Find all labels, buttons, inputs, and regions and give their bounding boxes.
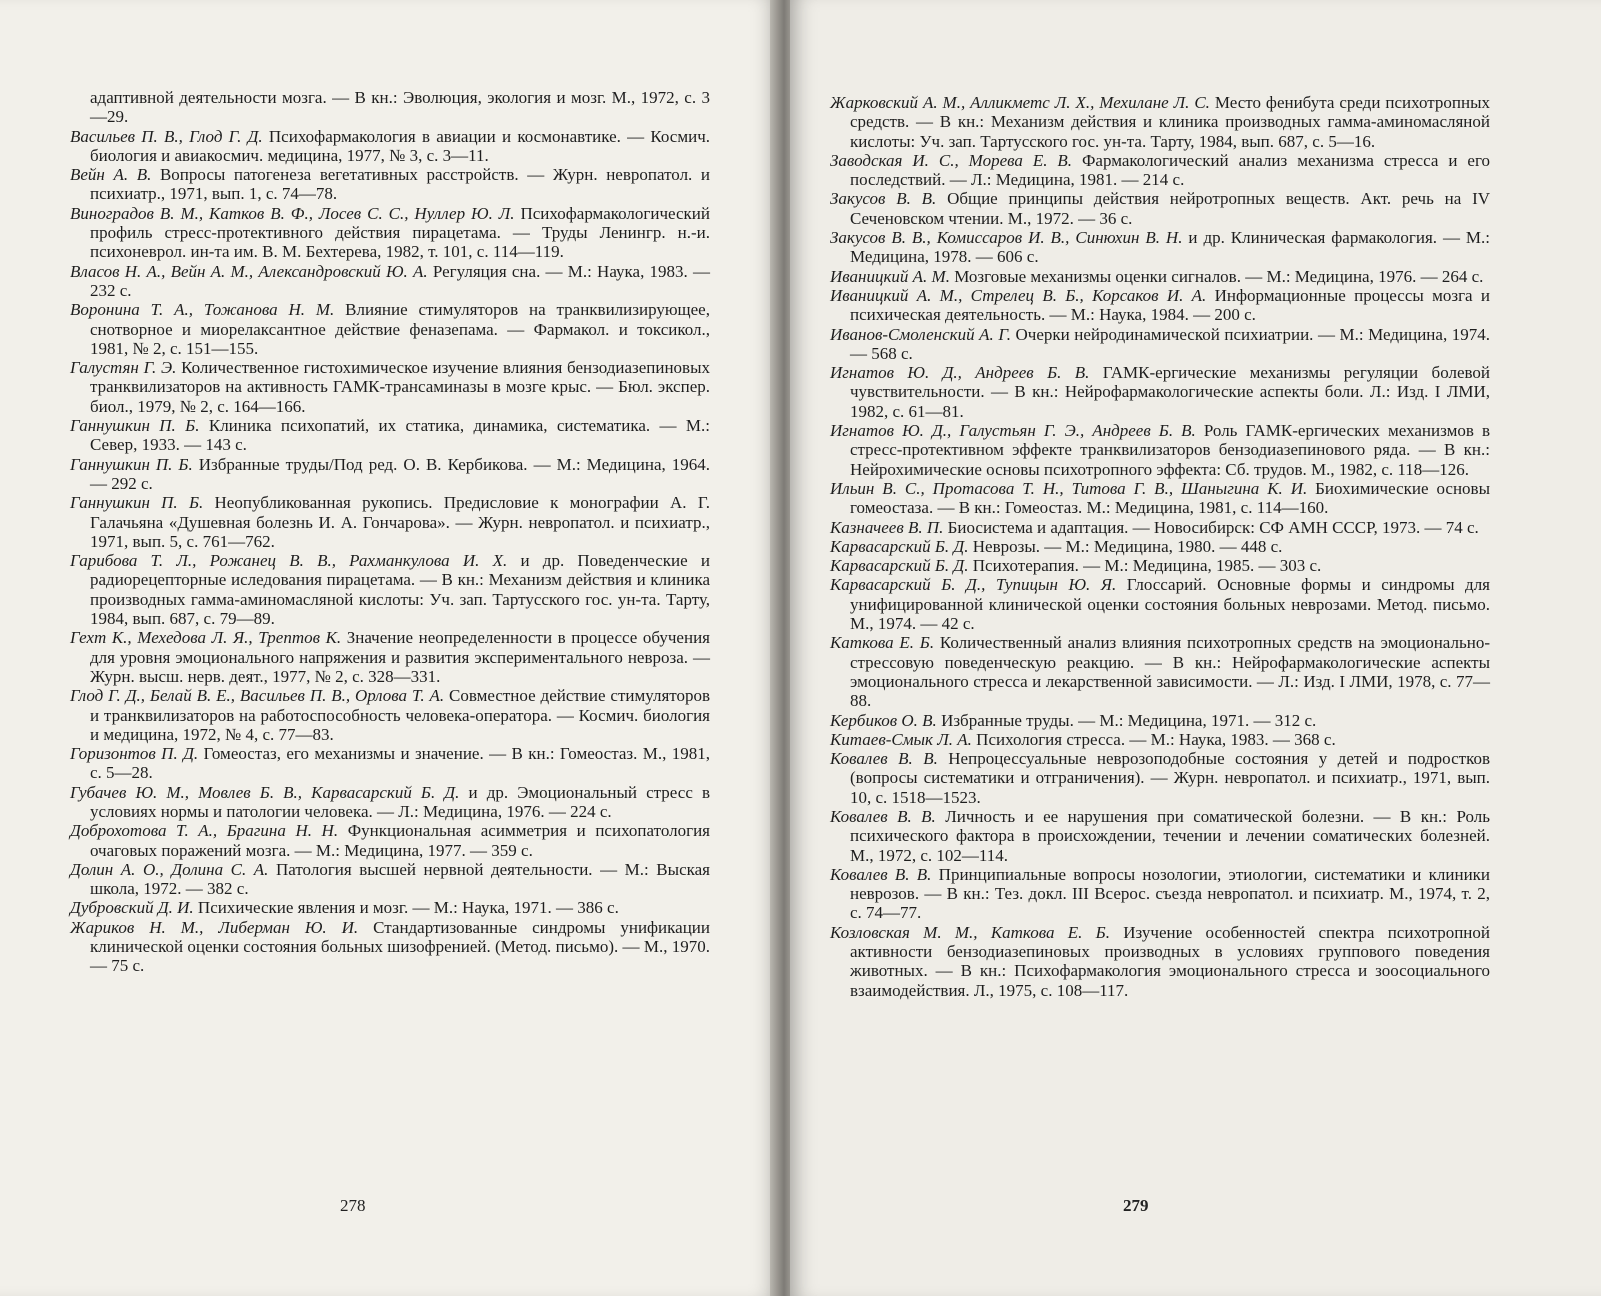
bib-text: Психофармакологический профиль стресс-протективного действия пирацетама. — Труды Ленингр. н.-и. психоневрол. ин-та им. В. М. Бехтерева, 1982, т. 101, с. 114—119. [90, 203, 710, 262]
bib-text: Неврозы. — М.: Медицина, 1980. — 448 с. [972, 536, 1283, 556]
bib-author: Ильин В. С., Протасова Т. Н., Титова Г. В., Шаныгина К. И. [830, 478, 1308, 498]
bib-text: Личность и ее нарушения при соматической болезни. — В кн.: Роль психического фактора в происхождении, течении и лечении соматических болезней. М., 1972, с. 102—114. [850, 806, 1491, 865]
bib-text: Биохимические основы гомеостаза. — В кн.: Гомеостаз. М.: Медицина, 1981, с. 114—160. [850, 478, 1490, 518]
bib-text: Значение неопределенности в процессе обучения для уровня эмоционального напряжения и развития экспериментального невроза. — Журн. высш. нерв. деят., 1977, № 2, с. 328—331. [90, 628, 710, 686]
bib-entry [830, 633, 1490, 710]
bib-author: Игнатов Ю. Д., Галустьян Г. Э., Андреев Б. В. [830, 421, 1196, 441]
bib-entry [70, 416, 710, 455]
bib-entry [830, 267, 1490, 286]
bib-entry [830, 575, 1490, 633]
bib-author: Заводская И. С., Морева Е. В. [830, 150, 1073, 170]
bib-text: Патология высшей нервной деятельности. — М.: Выская школа, 1972. — 382 с. [90, 859, 710, 899]
bib-text: ГАМК-ергические механизмы регуляции болевой чувствительности. — В кн.: Нейрофармакологические аспекты боли. Л.: Изд. I ЛМИ, 1982, с. 61—81. [850, 363, 1491, 421]
bib-author: Долин А. О., Долина С. А. [70, 859, 269, 879]
bib-entry [830, 518, 1490, 537]
bib-text: Непроцессуальные неврозоподобные состояния у детей и подростков (вопросы систематики и отграничения). — Журн. невропатол. и психиатр., 1971, вып. 10, с. 1518—1523. [850, 749, 1491, 807]
bib-author: Доброхотова Т. А., Брагина Н. Н. [70, 821, 339, 841]
bib-author: Карвасарский Б. Д., Тупицын Ю. Я. [830, 575, 1117, 595]
right-page [790, 0, 1601, 1296]
bib-text: Психотерапия. — М.: Медицина, 1985. — 303 с. [972, 556, 1322, 576]
bib-author: Жарковский А. М., Алликметс Л. Х., Мехилане Л. С. [830, 93, 1210, 112]
bib-text: Психические явления и мозг. — М.: Наука, 1971. — 386 с. [197, 898, 619, 918]
bib-entry [830, 363, 1490, 421]
bib-author: Игнатов Ю. Д., Андреев Б. В. [830, 363, 1090, 383]
bib-entry [70, 783, 710, 822]
bib-text: Информационные процессы мозга и психическая деятельность. — М.: Наука, 1984. — 200 с. [850, 285, 1490, 325]
bib-author: Губачев Ю. М., Мовлев Б. В., Карвасарский Б. Д. [70, 782, 460, 802]
bib-entry [830, 325, 1490, 364]
bib-author: Казначеев В. П. [830, 517, 944, 537]
bib-text: и др. Клиническая фармакология. — М.: Медицина, 1978. — 606 с. [850, 228, 1491, 267]
bib-entry [70, 821, 710, 860]
bib-entry [830, 537, 1490, 556]
bib-entry [830, 228, 1490, 267]
bib-author: Закусов В. В. [830, 189, 937, 209]
bib-entry [830, 865, 1490, 923]
bib-text: Вопросы патогенеза вегетативных расстройств. — Журн. невропатол. и психиатр., 1971, вып. 1, с. 74—78. [90, 165, 711, 204]
bib-entry [70, 898, 710, 917]
bib-entry [70, 628, 710, 686]
bib-text: Фармакологический анализ механизма стресса и его последствий. — Л.: Медицина, 1981. — 214 с. [850, 150, 1490, 190]
bib-text: Психофармакология в авиации и космонавтике. — Космич. биология и авиакосмич. медицина, 1977, № 3, с. 3—11. [90, 126, 710, 165]
bib-entry [830, 286, 1490, 325]
bib-text: Стандартизованные синдромы унификации клинической оценки состояния больных шизофренией. (Метод. письмо). — М., 1970. — 75 с. [90, 917, 710, 976]
bib-entry [70, 455, 710, 494]
left-bibliography [70, 88, 710, 976]
bib-author: Карвасарский Б. Д. [830, 556, 969, 576]
bib-text: Глоссарий. Основные формы и синдромы для унифицированной клинической оценки состояния больных неврозами. Метод. письмо. М., 1974. — 42 с. [850, 575, 1490, 634]
bib-text: Гомеостаз, его механизмы и значение. — В кн.: Гомеостаз. М., 1981, с. 5—28. [90, 744, 710, 783]
bib-text: и др. Эмоциональный стресс в условиях нормы и патологии человека. — Л.: Медицина, 1976. — 224 с. [90, 782, 710, 821]
bib-author: Горизонтов П. Д. [70, 744, 199, 764]
bib-author: Ковалев В. В. [830, 806, 936, 826]
bib-author: Ганнушкин П. Б. [70, 454, 193, 474]
bib-author: Каткова Е. Б. [830, 633, 935, 653]
bib-author: Дубровский Д. И. [70, 898, 194, 918]
bib-author: Ковалев В. В. [830, 749, 938, 769]
bib-text: Мозговые механизмы оценки сигналов. — М.: Медицина, 1976. — 264 с. [954, 266, 1484, 286]
bib-text: Влияние стимуляторов на транквилизирующее, снотворное и миорелаксантное действие феназепама. — Фармакол. и токсикол., 1981, № 2, с. 151—155. [90, 300, 710, 358]
bib-author: Васильев П. В., Глод Г. Д. [70, 126, 263, 146]
bib-text: Функциональная асимметрия и психопатология очаговых поражений мозга. — М.: Медицина, 1977. — 359 с. [90, 821, 710, 860]
bib-entry [70, 551, 710, 628]
bib-entry [70, 127, 710, 166]
bib-entry [830, 923, 1490, 1000]
bib-entry [830, 421, 1490, 479]
bib-text: Изучение особенностей спектра психотропной активности бензодиазепиновых производных в условиях группового поведения животных. — В кн.: Психофармакология эмоционального стресса и зоосоциального взаимодействия. Л., 1975, с. 108—117. [850, 922, 1490, 1000]
bib-entry [830, 807, 1490, 865]
bib-author: Ковалев В. В. [830, 864, 932, 884]
bib-entry [70, 860, 710, 899]
bib-text: Неопубликованная рукопись. Предисловие к монографии А. Г. Галачьяна «Душевная болезнь И. А. Гончарова». — Журн. невропатол. и психиатр., 1971, вып. 5, с. 761—762. [90, 493, 710, 551]
bib-author: Ганнушкин П. Б. [70, 493, 204, 513]
left-page [0, 0, 778, 1296]
bib-author: Козловская М. М., Каткова Е. Б. [830, 922, 1110, 942]
page-number-right: 279 [1123, 1196, 1149, 1215]
bib-text: Регуляция сна. — М.: Наука, 1983. — 232 с. [90, 261, 711, 300]
bib-author: Гехт К., Мехедова Л. Я., Трептов К. [70, 628, 342, 648]
bib-entry [830, 93, 1490, 151]
bib-entry [830, 556, 1490, 575]
bib-author: Иваницкий А. М. [830, 266, 950, 286]
bib-author: Виноградов В. М., Катков В. Ф., Лосев С. С., Нуллер Ю. Л. [70, 203, 515, 223]
bib-text: Место фенибута среди психотропных средств. — В кн.: Механизм действия и клиника производных гамма-аминомасляной кислоты: Уч. зап. Тартусского гос. ун-та. Тарту, 1984, вып. 687, с. 5—16. [850, 93, 1490, 151]
bib-author: Воронина Т. А., Тожанова Н. М. [70, 300, 335, 320]
bib-entry [70, 300, 710, 358]
bib-text: Биосистема и адаптация. — Новосибирск: СФ АМН СССР, 1973. — 74 с. [947, 517, 1479, 537]
bib-text: Очерки нейродинамической психиатрии. — М.: Медицина, 1974. — 568 с. [850, 324, 1490, 363]
right-bibliography [830, 93, 1490, 1000]
bib-author: Глод Г. Д., Белай В. Е., Васильев П. В., Орлова Т. А. [70, 686, 445, 706]
bib-text: Принципиальные вопросы нозологии, этиологии, систематики и клиники неврозов. — В кн.: Тез. докл. III Всерос. съезда невропатол. и психиатр. М., 1974, т. 2, с. 74—77. [850, 864, 1491, 923]
bib-text: и др. Поведенческие и радиорецепторные иследования пирацетама. — В кн.: Механизм действия и клиника производных гамма-аминомасляной кислоты: Уч. зап. Тартусского гос. ун-та. Тарту, 1984, вып. 687, с. 79—89. [90, 551, 710, 629]
bib-author: Иванов-Смоленский А. Г. [830, 324, 1011, 344]
bib-text: Избранные труды. — М.: Медицина, 1971. — 312 с. [941, 710, 1317, 730]
bib-text: Психология стресса. — М.: Наука, 1983. — 368 с. [976, 729, 1336, 749]
bib-entry [70, 493, 710, 551]
bib-entry [830, 151, 1490, 190]
bib-entry-continuation: адаптивной деятельности мозга. — В кн.: Эволюция, экология и мозг. М., 1972, с. 3—29. [90, 88, 710, 127]
bib-entry [830, 711, 1490, 730]
bib-entry [70, 262, 710, 301]
bib-author: Галустян Г. Э. [70, 358, 177, 378]
bib-author: Ганнушкин П. Б. [70, 416, 200, 436]
bib-author: Закусов В. В., Комиссаров И. В., Синюхин В. Н. [830, 228, 1183, 248]
bib-author: Власов Н. А., Вейн А. М., Александровский Ю. А. [70, 261, 428, 281]
bib-author: Карвасарский Б. Д. [830, 536, 969, 556]
bib-author: Гарибова Т. Л., Рожанец В. В., Рахманкулова И. Х. [70, 551, 508, 571]
bib-author: Жариков Н. М., Либерман Ю. И. [70, 917, 359, 937]
bib-entry [830, 189, 1490, 228]
bib-text: Общие принципы действия нейротропных веществ. Акт. речь на IV Сеченовском чтении. М., 1972. — 36 с. [850, 189, 1491, 228]
bib-author: Иваницкий А. М., Стрелец В. Б., Корсаков И. А. [830, 285, 1207, 305]
bib-text: Клиника психопатий, их статика, динамика, систематика. — М.: Север, 1933. — 143 с. [90, 416, 710, 455]
bib-entry [830, 730, 1490, 749]
bib-entry [70, 686, 710, 744]
bib-entry [70, 744, 710, 783]
bib-text: Роль ГАМК-ергических механизмов в стресс-протективном эффекте транквилизаторов бензодиазепинового ряда. — В кн.: Нейрохимические основы психотропного эффекта: Сб. трудов. М., 1982, с. 118—126. [850, 421, 1490, 479]
bib-entry [830, 749, 1490, 807]
page-number-left: 278 [340, 1196, 366, 1215]
bib-text: Избранные труды/Под ред. О. В. Кербикова. — М.: Медицина, 1964. — 292 с. [90, 454, 710, 493]
bib-entry [70, 918, 710, 976]
bib-text: Количественный анализ влияния психотропных средств на эмоционально-стрессовую поведенческую реакцию. — В кн.: Нейрофармакологические аспекты эмоционального стресса и лекарственной зависимости. — Л.: Изд. I ЛМИ, 1978, с. 77—88. [850, 633, 1490, 711]
bib-text: Совместное действие стимуляторов и транквилизаторов на работоспособность человека-оператора. — Космич. биология и медицина, 1972, № 4, с. 77—83. [90, 686, 711, 744]
bib-text: Количественное гистохимическое изучение влияния бензодиазепиновых транквилизаторов на активность ГАМК-трансаминазы в мозге крыс. — Бюл. экспер. биол., 1979, № 2, с. 164—166. [90, 358, 711, 416]
bib-entry [70, 358, 710, 416]
bib-author: Вейн А. В. [70, 165, 152, 185]
bib-entry [70, 204, 710, 262]
bib-entry [70, 165, 710, 204]
bib-author: Кербиков О. В. [830, 710, 937, 730]
bib-entry [830, 479, 1490, 518]
bib-author: Китаев-Смык Л. А. [830, 729, 972, 749]
